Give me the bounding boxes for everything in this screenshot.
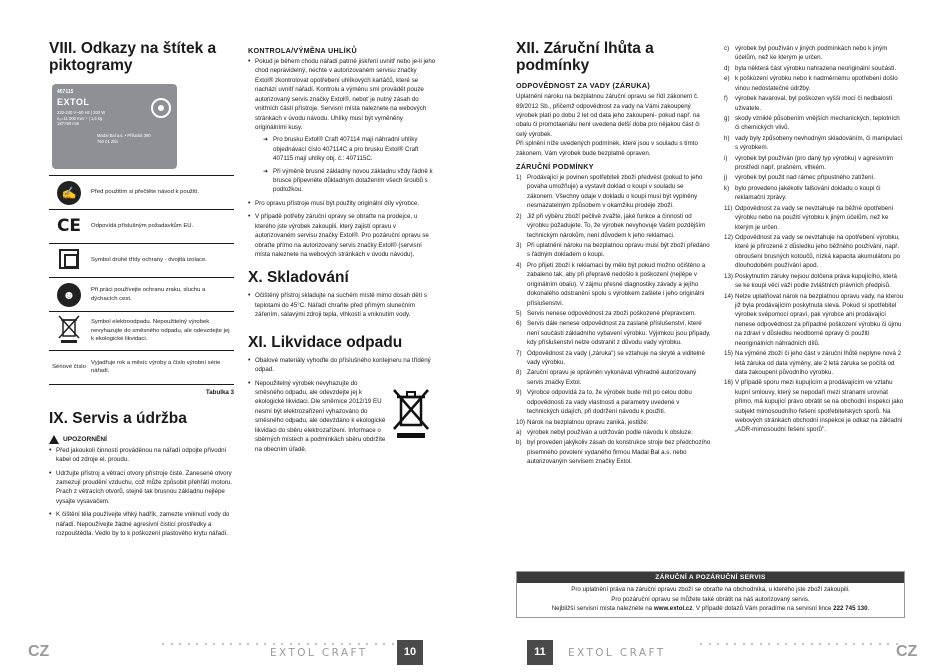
arrow-note: ➜ Pro brusku Extol® Craft 407114 mají náhradní uhlíky objednávací číslo 407114C a pro brusku Extol® Craft 407115 mají uhlíky obj. č.: 407115C. [263, 135, 436, 163]
item-number: 8) [516, 369, 522, 377]
item-number: g) [724, 114, 730, 122]
table-row [49, 278, 234, 312]
footer-dots-left [162, 643, 394, 645]
table-cell: Symbol elektroodpadu. Nepoužitelný výrobek nevyhazujte do směsného odpadu, ale odevzdejte jej k ekologické likvidaci. [89, 312, 234, 351]
table-row [49, 210, 234, 244]
list-item: • Očištěný přístroj skladujte na suchém místě mimo dosah dětí s teplotami do 45°C. Nářadí chraňte před přímým slunečním zářením, sálavými zdroji tepla, vlhkostí a vniknutím vody. [248, 291, 436, 319]
item-text: Poskytnutím záruky nejsou dotčena práva kupujícího, která se ke koupi věci váží podle zvláštních právních předpisů. [735, 272, 897, 290]
language-code-right: CZ [896, 643, 918, 660]
item-text: Výrobce odpovídá za to, že výrobek bude mít po celou dobu odpovědnosti za vady vlastnosti a parametry uvedené v technických údajích, při dodržení návodu k použití. [527, 389, 692, 416]
list-item [248, 379, 436, 454]
list-item [724, 74, 904, 93]
conditions-sublist [516, 428, 711, 467]
plate-line-2: n₀=11 000 min⁻¹ | 1,5 kg [57, 115, 103, 121]
column-3 [516, 40, 711, 468]
list-item [724, 233, 904, 271]
service-line-1: Pro uplatnění práva na záruční opravu zboží se obraťte na obchodníka, u kterého jste zboží zakoupili. [571, 586, 850, 593]
list-item [516, 418, 711, 427]
liability-heading: ODPOVĚDNOST ZA VADY (ZÁRUKA) [516, 81, 651, 91]
section-12-title: XII. Záruční lhůta a podmínky [516, 40, 654, 75]
list-item [724, 204, 904, 232]
list-item [516, 212, 711, 240]
item-text: výrobek byl používán v jiných podmínkách nebo k jiným účelům, než ke kterým je určen. [735, 45, 888, 62]
column-4 [724, 44, 904, 436]
item-number: 2) [516, 212, 522, 220]
service-text: . V případě dotazů Vám poradíme na servisní lince [692, 605, 834, 613]
item-number: d) [724, 64, 730, 72]
item-text: Odpovědnost za vady se nevztahuje na běžné opotřebení výrobku nebo na použití výrobku k jiným účelům, než ke kterým je určen. [735, 204, 894, 231]
list-item: • V případě potřeby záruční opravy se obraťte na prodejce, u kterého jste výrobek zakoupili, který zajistí opravu v autorizovaném servisu značky Extol®. Pro pozáruční opravu se obraťte přímo na autorizovaný servis značky Extol® (servisní místa naleznete na webových stránkách v úvodu návodu). [248, 212, 436, 259]
item-text: výrobek nebyl používán a udržován podle návodu k obsluze. [527, 429, 693, 437]
list-item [724, 94, 904, 113]
item-number: f) [724, 95, 728, 103]
item-text: V případě sporu mezi kupujícím a prodávajícím ve vztahu kupní smlouvy, který se nepodaří mezi stranami urovnat přímo, má kupující právo obrátit se na obchodní inspekci jako subjekt mimosoudního řešení spotřebitelských sporů. Na webových stránkách obchodní inspekce je odkaz na základní „ADR-mimosoudní řešení sporů". [735, 379, 904, 434]
paragraph: Při splnění níže uvedených podmínek, které jsou v souladu s tímto zákonem, Vám výrobek bude bezplatně opraven. [516, 140, 698, 157]
table-row [49, 244, 234, 278]
item-number: 9) [516, 389, 522, 397]
item-text: Odpovědnost za vady („záruka") se vztahuje na skryté a viditelné vady výrobku. [527, 349, 705, 367]
list-item: • Před jakoukoli činností prováděnou na nářadí odpojte přívodní kabel od zdroje el. proudu. [49, 446, 234, 465]
item-text: Odpovědnost za vady se nevztahuje na opotřebení výrobku, které je přirozené z důsledku jeho běžného používání, např. obroušení brusných kotoučů, nízká kapacita akumulátoru po dlouhodobém používání apod. [735, 234, 901, 270]
conditions-list [516, 173, 711, 427]
item-number: j) [724, 174, 728, 182]
list-item [516, 428, 711, 437]
item-text: Nelze uplatňovat nárok na bezplatnou opravu vady, na kterou již byla prodávajícím poskytnuta sleva. Pokud si spotřebitel výrobek svépomocí opraví, pak výrobce ani prodávající nenese odpovědnost za případné poškození výrobku či újmu na zdraví v důsledku neodborné opravy či použití neoriginálních náhradních dílů. [735, 292, 904, 347]
list-item [516, 261, 711, 308]
item-text: vady byly způsobeny nevhodným skladováním, či manipulací s výrobkem. [735, 134, 903, 152]
item-text: k poškození výrobku nebo k nadměrnému opotřebení došlo vinou nedostatečné údržby. [735, 75, 898, 92]
item-number: e) [724, 75, 730, 83]
service-text: . [867, 605, 870, 613]
item-text: výrobek havaroval, byl poškozen vyšší mocí či nedbalostí uživatele. [735, 95, 893, 112]
list-item-text: Pokud je během chodu nářadí patrné jiskření uvnitř nebo je-li jeho chod nepravidelný, nechte v autorizovaném servisu značky Extol® zkontrolovat opotřebení uhlíkových kartáčů, které se nachází uvnitř nářadí. Kontrolu a výměnu smí provádět pouze autorizovaný servis značky Extol®, neboť je nutný zásah do vnitřních částí přístroje. Servisní místa naleznete na webových stránkách v úvodu návodu. Uhlíky musí být vyměněny originálními kusy. [255, 58, 436, 131]
list-item [516, 438, 711, 466]
item-text: byla některá část výrobku nahrazena neoriginální součástí. [735, 64, 897, 72]
table-row [49, 176, 234, 210]
list-item [248, 57, 436, 195]
serial-label: Sériové číslo [49, 350, 89, 384]
item-number: c) [724, 45, 730, 52]
brush-list [248, 57, 436, 259]
list-item [516, 309, 711, 318]
list-item [516, 241, 711, 260]
conditions-sublist-2 [724, 44, 904, 203]
table-cell: Vyjadřuje rok a měsíc výroby a číslo výrobní série nářadí. [89, 350, 234, 384]
list-item [516, 388, 711, 416]
plate-brand: EXTOL [57, 97, 90, 108]
item-text: Servis dále nenese odpovědnost za zaslané příslušenství, které není součástí základního vybavení výrobku. Výjimkou jsou případy, kdy příslušenství nelze odstranit z důvodu vady výrobku. [527, 320, 711, 347]
section-10-title: X. Skladování [248, 269, 349, 287]
item-number: 13) [724, 272, 733, 280]
warning-heading [49, 435, 234, 444]
item-text: výrobek byl používán (pro daný typ výrobku) v agresivním prostředí např. prašném, vlhkém. [735, 154, 894, 172]
table-row [49, 312, 234, 351]
page-number-left: 10 [397, 640, 423, 665]
item-number: 15) [724, 350, 733, 358]
service-phone: 222 745 130 [833, 605, 868, 613]
warning-icon [49, 435, 59, 444]
table-cell: Odpovídá příslušným požadavkům EU. [89, 210, 234, 244]
table-cell: Při práci používejte ochranu zraku, sluchu a dýchacích cest. [89, 278, 234, 312]
page-number-right: 11 [527, 640, 553, 665]
disposal-list [248, 356, 436, 454]
item-number: 4) [516, 261, 522, 269]
item-number: 1) [516, 174, 522, 182]
pictogram-table [49, 175, 234, 385]
list-item: • Pro opravu přístroje musí být použity originální díly výrobce. [248, 199, 436, 208]
item-text: Prodávající je povinen spotřebiteli zboží předvést (pokud to jeho povaha umožňuje) a vystavit doklad o koupi v souladu se zákonem. Všechny údaje v dokladu o koupi musí být vyplněny nesmazatelným způsobem v okamžiku prodeje zboží. [527, 174, 703, 210]
list-item [724, 64, 904, 73]
plate-code: 407115 [57, 89, 74, 96]
plate-line-4: Madal Bal a.s. • Přílucká 390 [97, 133, 151, 139]
item-text: výrobek byl použit nad rámec přípustného zatížení. [735, 174, 875, 182]
item-number: 5) [516, 309, 522, 317]
conditions-list-2 [724, 204, 904, 435]
table-row [49, 350, 234, 384]
service-text: Nejbližší servisní místa naleznete na [551, 605, 654, 613]
list-item [724, 154, 904, 173]
item-number: a) [516, 429, 522, 437]
website-link[interactable]: www.extol.cz [653, 605, 693, 613]
weee-bin-icon [392, 387, 430, 439]
list-item: • Udržujte přístroj a větrací otvory přístroje čisté. Zanesené otvory zamezují proudění vzduchu, což může způsobit přehřátí motoru. Prach z větracích otvorů, stejně tak brusnou základnu nejlépe vysajte vysavačem. [49, 469, 234, 507]
service-line-3 [521, 604, 900, 614]
section-9-title: IX. Servis a údržba [49, 409, 187, 427]
table-cell: Symbol druhé třídy ochrany - dvojitá izolace. [89, 244, 234, 278]
table-caption: Tabulka 3 [205, 388, 234, 396]
item-text: bylo provedeno jakékoliv falšování dokladu o koupi či reklamační zprávy. [735, 184, 881, 202]
plate-line-5: 760 01 Zlín [97, 138, 118, 144]
arrow-note: ➜ Při výměně brusné základny novou základnu vždy řádně k brusce připevněte důkladným dotažením všech šroubů s podložkou. [263, 167, 436, 195]
plate-line-1: 220-240 V~50 Hz | 200 W [57, 110, 106, 116]
item-number: 3) [516, 242, 522, 249]
section-11-title: XI. Likvidace odpadu [248, 333, 403, 351]
item-text: Pro přijetí zboží k reklamaci by mělo být pokud možno očištěno a zabaleno tak, aby při přepravě nedošlo k poškození (nejlépe v originálním obalu). V zájmu přesné diagnostiky závady a jejího dokonalého odstranění spolu s výrobkem zašlete i jeho originální příslušenství. [527, 261, 706, 307]
item-text: Servis nenese odpovědnost za zboží poškozené přepravcem. [527, 309, 696, 317]
item-text: byl proveden jakýkoliv zásah do konstrukce stroje bez předchozího písemného povolení vydaného firmou Madal Bal a.s. nebo autorizovaným servisem značky Extol. [527, 439, 711, 466]
item-text: skody vzniklé působením vnějších mechanických, teplotních či chemických vlivů. [735, 114, 900, 132]
item-text: Na výměné zboží či jeho část v záruční lhůtě neplyne nová 2 letá záruka od data výměny, ale 2 letá záruka se počítá od data zakoupení původního výrobku. [735, 350, 902, 376]
plate-ring-icon [151, 98, 171, 118]
maintenance-list [49, 446, 234, 539]
class2-icon [59, 249, 79, 269]
rating-label-image [52, 84, 177, 169]
list-item [724, 184, 904, 203]
list-item [724, 134, 904, 153]
column-2 [248, 40, 436, 458]
list-item [724, 378, 904, 435]
service-box [516, 571, 905, 618]
conditions-heading: ZÁRUČNÍ PODMÍNKY [516, 162, 594, 172]
item-number: 6) [516, 320, 522, 328]
item-text: Při uplatnění nároku na bezplatnou opravu musí být zboží předáno s řádným dokladem o koupi. [527, 242, 710, 259]
item-number: k) [724, 184, 730, 192]
weee-icon [58, 314, 80, 344]
list-item [516, 349, 711, 368]
item-number: 16) [724, 379, 733, 387]
item-text: Nárok na bezplatnou opravu zaniká, jestliže: [527, 418, 649, 426]
column-1 [49, 40, 234, 543]
warning-label: UPOZORNĚNÍ [63, 435, 107, 443]
item-number: 14) [724, 292, 733, 300]
ce-icon: CE [56, 216, 82, 237]
list-item [724, 114, 904, 133]
service-heading: ZÁRUČNÍ A POZÁRUČNÍ SERVIS [517, 572, 904, 583]
section-8-title: VIII. Odkazy na štítek a piktogramy [49, 40, 217, 75]
storage-list [248, 291, 436, 319]
list-item-text: Nepoužitelný výrobek nevyhazujte do směsného odpadu, ale odevzdejte jej k ekologické likvidaci. Dle směrnice 2012/19 EU nesmí být elektrozařízení vyhazováno do směsného odpadu, ale odevzdáno k ekologické likvidaci do sběru elektrozařízení. Informace o sběrných místech a podmínkách sběru obdržíte na obecním úřadě. [255, 379, 386, 453]
brand-footer-right: EXTOL CRAFT [568, 647, 666, 659]
list-item [724, 292, 904, 349]
list-item [724, 349, 904, 377]
footer-dots-right [700, 643, 898, 645]
item-number: 12) [724, 234, 733, 242]
item-number: h) [724, 134, 730, 142]
list-item [516, 173, 711, 211]
goggles-mask-icon: ☻ [57, 283, 81, 307]
manual-icon: ✍ [57, 181, 81, 205]
list-item: • Obalové materiály vyhoďte do příslušného kontejneru na tříděný odpad. [248, 356, 436, 375]
item-text: Již při výběru zboží pečlivě zvažte, jaké funkce a činnosti od výrobku požadujete. To, že výrobek nevyhovuje Vašim pozdějším technickým nárokům, není důvodem k jeho reklamaci. [527, 212, 706, 239]
list-item [724, 173, 904, 182]
item-number: 11) [724, 204, 733, 212]
list-item: • K čištění těla používejte vlhký hadřík, zamezte vniknutí vody do nářadí. Nepoužívejte žádné agresivní čisticí prostředky a rozpouštědla. Vedlo by to k poškození plastového krytu nářadí. [49, 510, 234, 538]
list-item [724, 44, 904, 63]
paragraph: Uplatnění nároku na bezplatnou záruční opravu se řídí zákonem č. 89/2012 Sb., přičemž odpovědnost za vady na Vámi zakoupený výrobek platí po dobu 2 let od data jeho zakoupení- pokud např. na obalu či promotaeriálu není uvedena delší doba pro nějakou část či celý výrobek. [516, 93, 700, 138]
service-body [517, 583, 904, 617]
table-cell: Před použitím si přečtěte návod k použití. [89, 176, 234, 210]
list-item [516, 319, 711, 347]
service-line-2: Pro pozáruční opravu se můžete také obrátit na náš autorizovaný servis. [611, 595, 810, 603]
item-number: i) [724, 154, 728, 162]
language-code-left: CZ [28, 643, 50, 660]
item-text: Záruční opravu je oprávněn vykonávat výhradně autorizovaný servis značky Extol. [527, 369, 697, 386]
brush-check-heading: KONTROLA/VÝMĚNA UHLÍKŮ [248, 46, 357, 55]
brand-footer-left: EXTOL CRAFT [270, 647, 368, 659]
list-item [516, 368, 711, 387]
item-number: 7) [516, 349, 522, 357]
plate-line-3: 187×90 mm [57, 121, 80, 127]
list-item [724, 272, 904, 291]
item-number: 10) [516, 418, 525, 426]
item-number: b) [516, 439, 522, 447]
